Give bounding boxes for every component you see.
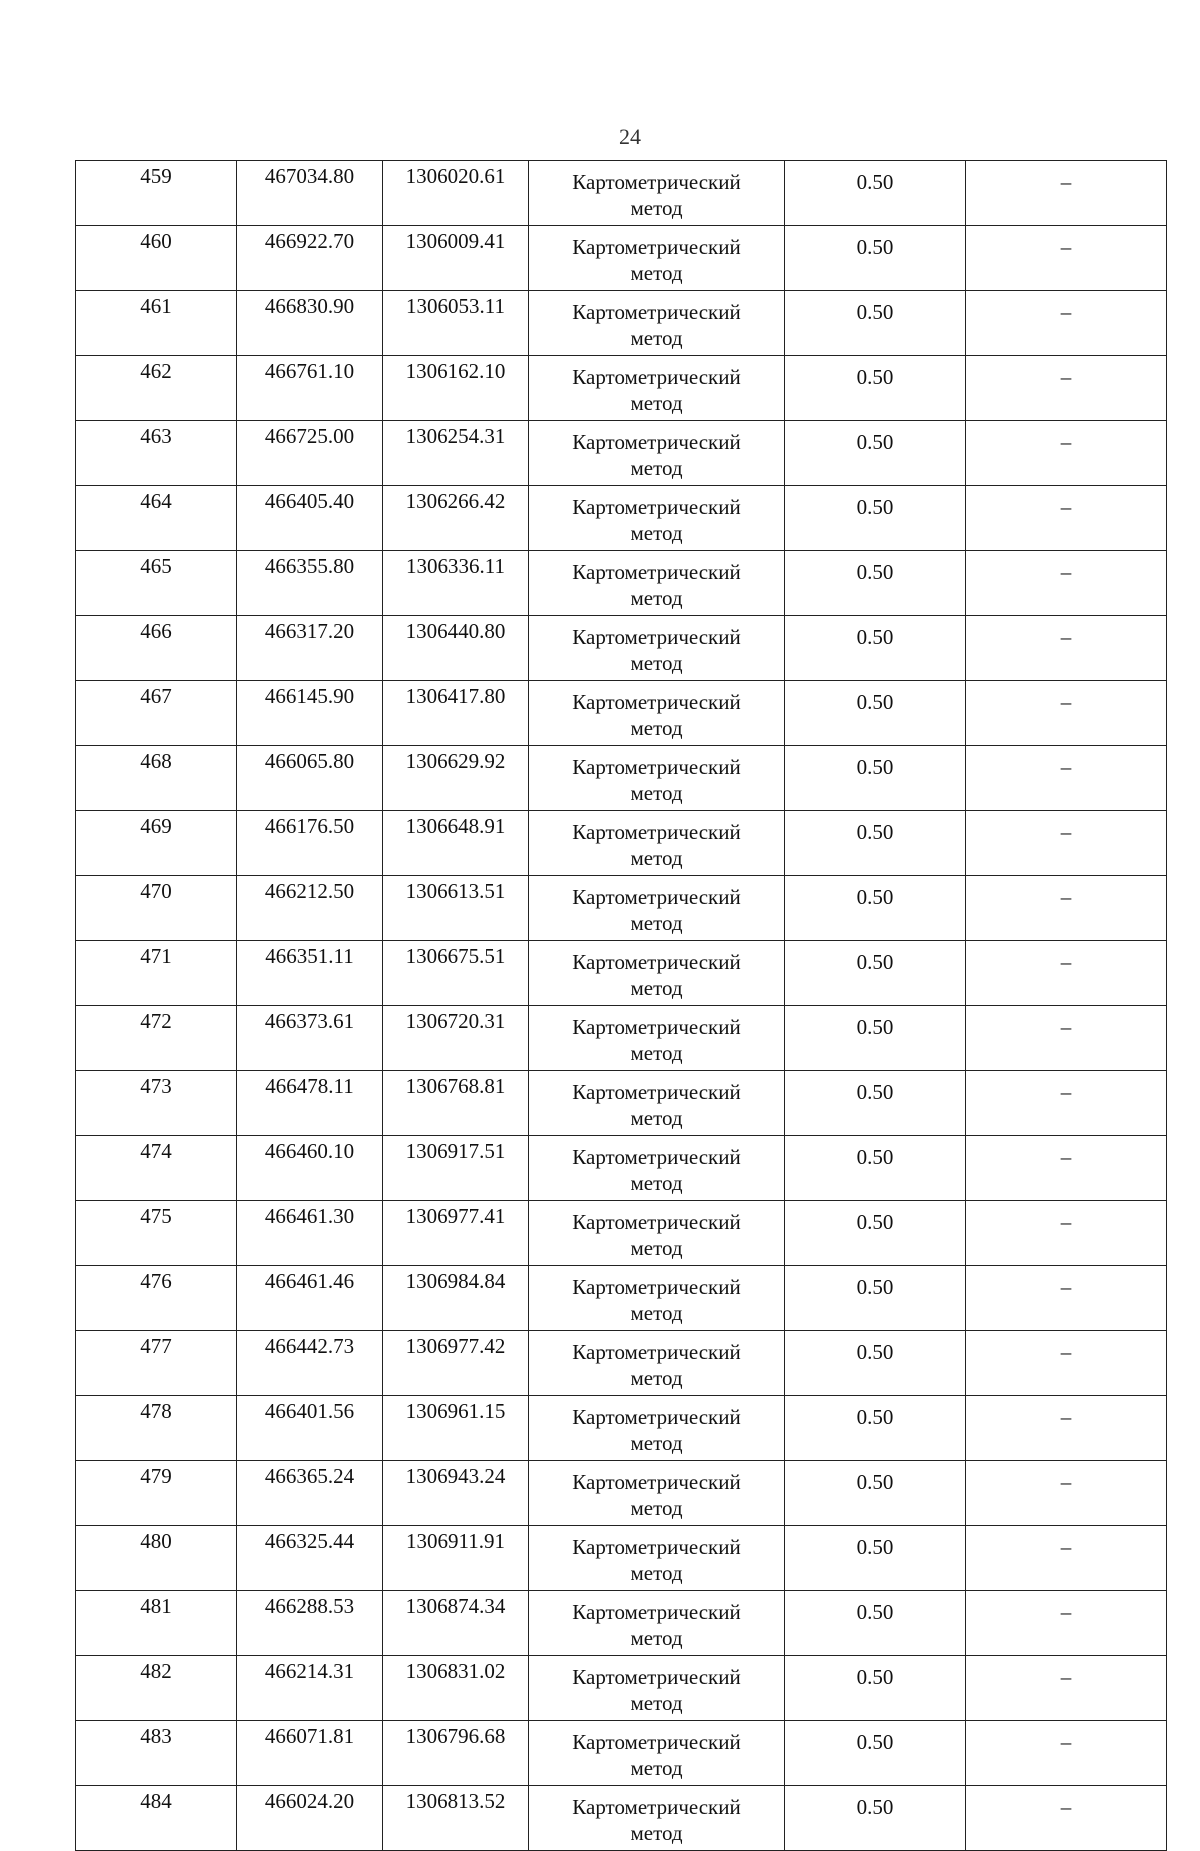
method-line-2: метод — [630, 326, 683, 350]
method-line-2: метод — [630, 1171, 683, 1195]
table-row — [76, 1136, 1167, 1201]
x-coordinate-cell: 466401.56 — [237, 1396, 383, 1461]
method-cell — [529, 616, 785, 681]
coordinates-table — [75, 160, 1167, 1851]
method-cell — [529, 811, 785, 876]
table-row — [76, 681, 1167, 746]
method-line-1: Картометрический — [572, 1210, 741, 1234]
y-coordinate-cell: 1306440.80 — [383, 616, 529, 681]
table-row — [76, 1786, 1167, 1851]
method-line-1: Картометрический — [572, 1535, 741, 1559]
description-cell: – — [966, 746, 1167, 811]
method-cell — [529, 551, 785, 616]
y-coordinate-cell: 1306629.92 — [383, 746, 529, 811]
description-cell: – — [966, 941, 1167, 1006]
method-cell — [529, 421, 785, 486]
table-row — [76, 356, 1167, 421]
coordinates-table-body — [76, 161, 1167, 1851]
method-cell — [529, 746, 785, 811]
x-coordinate-cell: 466373.61 — [237, 1006, 383, 1071]
description-cell: – — [966, 876, 1167, 941]
method-line-1: Картометрический — [572, 1080, 741, 1104]
method-cell — [529, 161, 785, 226]
point-number-cell: 484 — [76, 1786, 237, 1851]
method-cell — [529, 681, 785, 746]
point-number-cell: 473 — [76, 1071, 237, 1136]
accuracy-cell: 0.50 — [785, 551, 966, 616]
method-cell — [529, 1721, 785, 1786]
accuracy-cell: 0.50 — [785, 226, 966, 291]
method-line-1: Картометрический — [572, 755, 741, 779]
accuracy-cell: 0.50 — [785, 1656, 966, 1721]
accuracy-cell: 0.50 — [785, 1526, 966, 1591]
method-line-2: метод — [630, 716, 683, 740]
y-coordinate-cell: 1306613.51 — [383, 876, 529, 941]
y-coordinate-cell: 1306417.80 — [383, 681, 529, 746]
y-coordinate-cell: 1306917.51 — [383, 1136, 529, 1201]
point-number-cell: 459 — [76, 161, 237, 226]
y-coordinate-cell: 1306648.91 — [383, 811, 529, 876]
table-row — [76, 1721, 1167, 1786]
method-line-1: Картометрический — [572, 235, 741, 259]
method-line-1: Картометрический — [572, 300, 741, 324]
point-number-cell: 470 — [76, 876, 237, 941]
table-row — [76, 1266, 1167, 1331]
method-cell — [529, 356, 785, 421]
table-row — [76, 876, 1167, 941]
accuracy-cell: 0.50 — [785, 161, 966, 226]
table-row — [76, 1006, 1167, 1071]
x-coordinate-cell: 466922.70 — [237, 226, 383, 291]
x-coordinate-cell: 466317.20 — [237, 616, 383, 681]
point-number-cell: 477 — [76, 1331, 237, 1396]
accuracy-cell: 0.50 — [785, 1461, 966, 1526]
description-cell: – — [966, 291, 1167, 356]
table-row — [76, 1396, 1167, 1461]
method-cell — [529, 1591, 785, 1656]
method-line-1: Картометрический — [572, 560, 741, 584]
y-coordinate-cell: 1306984.84 — [383, 1266, 529, 1331]
y-coordinate-cell: 1306675.51 — [383, 941, 529, 1006]
x-coordinate-cell: 466725.00 — [237, 421, 383, 486]
table-row — [76, 811, 1167, 876]
method-line-1: Картометрический — [572, 1470, 741, 1494]
table-row — [76, 291, 1167, 356]
table-row — [76, 1331, 1167, 1396]
x-coordinate-cell: 466288.53 — [237, 1591, 383, 1656]
method-line-1: Картометрический — [572, 495, 741, 519]
accuracy-cell: 0.50 — [785, 291, 966, 356]
method-cell — [529, 1786, 785, 1851]
method-line-1: Картометрический — [572, 1145, 741, 1169]
description-cell: – — [966, 551, 1167, 616]
method-line-1: Картометрический — [572, 1795, 741, 1819]
accuracy-cell: 0.50 — [785, 1396, 966, 1461]
method-cell — [529, 1201, 785, 1266]
accuracy-cell: 0.50 — [785, 1591, 966, 1656]
accuracy-cell: 0.50 — [785, 811, 966, 876]
description-cell: – — [966, 356, 1167, 421]
method-cell — [529, 876, 785, 941]
y-coordinate-cell: 1306874.34 — [383, 1591, 529, 1656]
description-cell: – — [966, 1721, 1167, 1786]
accuracy-cell: 0.50 — [785, 1201, 966, 1266]
x-coordinate-cell: 466365.24 — [237, 1461, 383, 1526]
y-coordinate-cell: 1306009.41 — [383, 226, 529, 291]
description-cell: – — [966, 1266, 1167, 1331]
method-cell — [529, 941, 785, 1006]
y-coordinate-cell: 1306266.42 — [383, 486, 529, 551]
x-coordinate-cell: 466830.90 — [237, 291, 383, 356]
method-line-2: метод — [630, 391, 683, 415]
table-row — [76, 226, 1167, 291]
x-coordinate-cell: 466355.80 — [237, 551, 383, 616]
method-line-2: метод — [630, 1106, 683, 1130]
method-cell — [529, 486, 785, 551]
description-cell: – — [966, 1331, 1167, 1396]
x-coordinate-cell: 466024.20 — [237, 1786, 383, 1851]
y-coordinate-cell: 1306831.02 — [383, 1656, 529, 1721]
y-coordinate-cell: 1306768.81 — [383, 1071, 529, 1136]
y-coordinate-cell: 1306796.68 — [383, 1721, 529, 1786]
table-row — [76, 1071, 1167, 1136]
accuracy-cell: 0.50 — [785, 746, 966, 811]
table-row — [76, 941, 1167, 1006]
method-line-1: Картометрический — [572, 1340, 741, 1364]
description-cell: – — [966, 1071, 1167, 1136]
method-line-2: метод — [630, 1561, 683, 1585]
method-line-2: метод — [630, 781, 683, 805]
accuracy-cell: 0.50 — [785, 681, 966, 746]
accuracy-cell: 0.50 — [785, 876, 966, 941]
method-line-2: метод — [630, 1496, 683, 1520]
table-row — [76, 551, 1167, 616]
method-line-1: Картометрический — [572, 1600, 741, 1624]
method-line-2: метод — [630, 1301, 683, 1325]
table-row — [76, 161, 1167, 226]
method-cell — [529, 1071, 785, 1136]
method-cell — [529, 1461, 785, 1526]
x-coordinate-cell: 466212.50 — [237, 876, 383, 941]
accuracy-cell: 0.50 — [785, 1136, 966, 1201]
x-coordinate-cell: 466325.44 — [237, 1526, 383, 1591]
x-coordinate-cell: 466460.10 — [237, 1136, 383, 1201]
method-line-2: метод — [630, 651, 683, 675]
y-coordinate-cell: 1306254.31 — [383, 421, 529, 486]
point-number-cell: 475 — [76, 1201, 237, 1266]
point-number-cell: 479 — [76, 1461, 237, 1526]
x-coordinate-cell: 466478.11 — [237, 1071, 383, 1136]
point-number-cell: 480 — [76, 1526, 237, 1591]
method-line-2: метод — [630, 196, 683, 220]
y-coordinate-cell: 1306053.11 — [383, 291, 529, 356]
y-coordinate-cell: 1306943.24 — [383, 1461, 529, 1526]
method-line-2: метод — [630, 1041, 683, 1065]
description-cell: – — [966, 1396, 1167, 1461]
method-line-1: Картометрический — [572, 1015, 741, 1039]
description-cell: – — [966, 616, 1167, 681]
accuracy-cell: 0.50 — [785, 616, 966, 681]
x-coordinate-cell: 466176.50 — [237, 811, 383, 876]
description-cell: – — [966, 421, 1167, 486]
x-coordinate-cell: 466461.46 — [237, 1266, 383, 1331]
method-line-2: метод — [630, 456, 683, 480]
y-coordinate-cell: 1306911.91 — [383, 1526, 529, 1591]
table-row — [76, 421, 1167, 486]
accuracy-cell: 0.50 — [785, 1721, 966, 1786]
description-cell: – — [966, 486, 1167, 551]
method-line-1: Картометрический — [572, 1730, 741, 1754]
method-cell — [529, 1331, 785, 1396]
point-number-cell: 482 — [76, 1656, 237, 1721]
point-number-cell: 461 — [76, 291, 237, 356]
point-number-cell: 476 — [76, 1266, 237, 1331]
point-number-cell: 465 — [76, 551, 237, 616]
method-cell — [529, 1266, 785, 1331]
description-cell: – — [966, 1006, 1167, 1071]
point-number-cell: 478 — [76, 1396, 237, 1461]
method-line-2: метод — [630, 521, 683, 545]
method-line-2: метод — [630, 1821, 683, 1845]
y-coordinate-cell: 1306162.10 — [383, 356, 529, 421]
point-number-cell: 463 — [76, 421, 237, 486]
method-cell — [529, 1136, 785, 1201]
method-line-2: метод — [630, 1626, 683, 1650]
table-row — [76, 1656, 1167, 1721]
accuracy-cell: 0.50 — [785, 1266, 966, 1331]
method-cell — [529, 226, 785, 291]
point-number-cell: 467 — [76, 681, 237, 746]
table-row — [76, 616, 1167, 681]
method-cell — [529, 291, 785, 356]
table-row — [76, 1526, 1167, 1591]
point-number-cell: 474 — [76, 1136, 237, 1201]
method-line-1: Картометрический — [572, 430, 741, 454]
table-row — [76, 486, 1167, 551]
description-cell: – — [966, 226, 1167, 291]
method-line-2: метод — [630, 846, 683, 870]
x-coordinate-cell: 466071.81 — [237, 1721, 383, 1786]
description-cell: – — [966, 1591, 1167, 1656]
description-cell: – — [966, 1526, 1167, 1591]
point-number-cell: 471 — [76, 941, 237, 1006]
description-cell: – — [966, 1461, 1167, 1526]
method-line-2: метод — [630, 1691, 683, 1715]
point-number-cell: 464 — [76, 486, 237, 551]
point-number-cell: 472 — [76, 1006, 237, 1071]
accuracy-cell: 0.50 — [785, 1006, 966, 1071]
table-row — [76, 1201, 1167, 1266]
accuracy-cell: 0.50 — [785, 421, 966, 486]
x-coordinate-cell: 467034.80 — [237, 161, 383, 226]
method-line-1: Картометрический — [572, 820, 741, 844]
table-row — [76, 746, 1167, 811]
point-number-cell: 481 — [76, 1591, 237, 1656]
x-coordinate-cell: 466442.73 — [237, 1331, 383, 1396]
x-coordinate-cell: 466351.11 — [237, 941, 383, 1006]
method-line-2: метод — [630, 1756, 683, 1780]
method-line-1: Картометрический — [572, 365, 741, 389]
point-number-cell: 466 — [76, 616, 237, 681]
method-line-2: метод — [630, 1431, 683, 1455]
x-coordinate-cell: 466065.80 — [237, 746, 383, 811]
accuracy-cell: 0.50 — [785, 941, 966, 1006]
method-line-1: Картометрический — [572, 1275, 741, 1299]
x-coordinate-cell: 466461.30 — [237, 1201, 383, 1266]
accuracy-cell: 0.50 — [785, 1071, 966, 1136]
accuracy-cell: 0.50 — [785, 486, 966, 551]
method-line-1: Картометрический — [572, 885, 741, 909]
method-line-1: Картометрический — [572, 625, 741, 649]
method-line-2: метод — [630, 1366, 683, 1390]
table-row — [76, 1461, 1167, 1526]
point-number-cell: 483 — [76, 1721, 237, 1786]
point-number-cell: 468 — [76, 746, 237, 811]
description-cell: – — [966, 1656, 1167, 1721]
table-row — [76, 1591, 1167, 1656]
method-line-1: Картометрический — [572, 950, 741, 974]
method-line-1: Картометрический — [572, 1405, 741, 1429]
page-number: 24 — [619, 124, 641, 149]
method-cell — [529, 1396, 785, 1461]
accuracy-cell: 0.50 — [785, 1786, 966, 1851]
method-line-2: метод — [630, 586, 683, 610]
y-coordinate-cell: 1306961.15 — [383, 1396, 529, 1461]
method-line-1: Картометрический — [572, 1665, 741, 1689]
description-cell: – — [966, 161, 1167, 226]
method-cell — [529, 1526, 785, 1591]
y-coordinate-cell: 1306977.41 — [383, 1201, 529, 1266]
point-number-cell: 469 — [76, 811, 237, 876]
description-cell: – — [966, 811, 1167, 876]
x-coordinate-cell: 466405.40 — [237, 486, 383, 551]
description-cell: – — [966, 1136, 1167, 1201]
description-cell: – — [966, 1786, 1167, 1851]
y-coordinate-cell: 1306020.61 — [383, 161, 529, 226]
method-line-1: Картометрический — [572, 170, 741, 194]
accuracy-cell: 0.50 — [785, 1331, 966, 1396]
method-line-2: метод — [630, 911, 683, 935]
description-cell: – — [966, 1201, 1167, 1266]
y-coordinate-cell: 1306336.11 — [383, 551, 529, 616]
method-cell — [529, 1006, 785, 1071]
y-coordinate-cell: 1306720.31 — [383, 1006, 529, 1071]
y-coordinate-cell: 1306977.42 — [383, 1331, 529, 1396]
x-coordinate-cell: 466761.10 — [237, 356, 383, 421]
method-line-2: метод — [630, 1236, 683, 1260]
method-line-1: Картометрический — [572, 690, 741, 714]
x-coordinate-cell: 466145.90 — [237, 681, 383, 746]
x-coordinate-cell: 466214.31 — [237, 1656, 383, 1721]
y-coordinate-cell: 1306813.52 — [383, 1786, 529, 1851]
point-number-cell: 462 — [76, 356, 237, 421]
description-cell: – — [966, 681, 1167, 746]
method-line-2: метод — [630, 976, 683, 1000]
method-line-2: метод — [630, 261, 683, 285]
point-number-cell: 460 — [76, 226, 237, 291]
accuracy-cell: 0.50 — [785, 356, 966, 421]
method-cell — [529, 1656, 785, 1721]
